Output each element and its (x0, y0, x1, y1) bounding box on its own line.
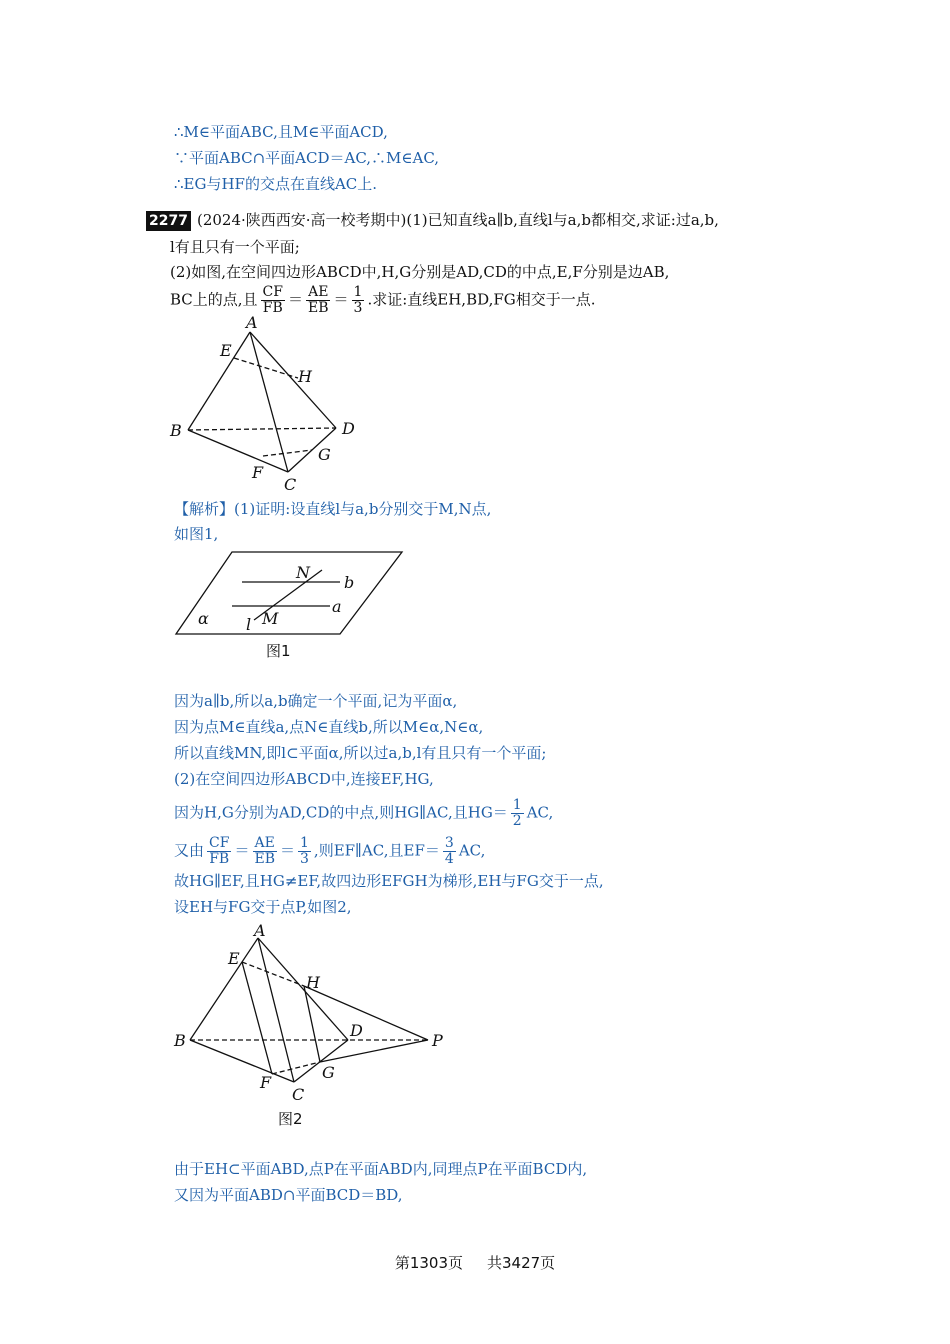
solution-line-8: 又因为平面ABD∩平面BCD＝BD, (174, 1186, 403, 1204)
fig1-label-a: a (332, 597, 342, 616)
problem-part1-b: l有且只有一个平面; (170, 238, 300, 256)
solution-line-7: 由于EH⊂平面ABD,点P在平面ABD内,同理点P在平面BCD内, (174, 1160, 588, 1178)
hg-line-pre: 因为H,G分别为AD,CD的中点,则HG∥AC,且HG＝ (174, 803, 508, 822)
solution-ef-line (174, 836, 485, 867)
edge-ad (258, 938, 348, 1040)
edge-bc (190, 1040, 294, 1082)
solution-line-3: 所以直线MN,即l⊂平面α,所以过a,b,l有且只有一个平面; (174, 744, 547, 762)
page-footer (0, 1252, 950, 1273)
fig1-label-m: M (262, 609, 279, 628)
fig1-caption: 图1 (266, 642, 291, 660)
label-h: H (298, 367, 312, 386)
ef-line-pre: 又由 (174, 841, 205, 860)
solution-line-5: 故HG∥EF,且HG≠EF,故四边形EFGH为梯形,EH与FG交于一点, (174, 872, 604, 890)
problem-part1-a: (1)已知直线a∥b,直线l与a,b都相交,求证:过a,b, (406, 211, 719, 229)
segment-gp (320, 1040, 428, 1062)
ef-line-mid: ,则EF∥AC,且EF＝ (313, 841, 440, 860)
ratio-ae-eb (252, 836, 277, 867)
frac-den: 3 (353, 300, 363, 316)
fig2-label-h: H (306, 973, 320, 992)
ef-line-post: AC, (458, 841, 486, 860)
fraction-one-third (298, 836, 311, 867)
frac-den: FB (209, 851, 230, 867)
hg-line-post: AC, (526, 803, 554, 822)
frac-num: CF (262, 284, 283, 300)
solution-tag: 【解析】 (174, 500, 235, 518)
problem-number-badge: 2277 (146, 211, 191, 231)
frac-num: AE (308, 284, 329, 300)
fraction-three-quarters (443, 836, 456, 867)
segment-fg (263, 450, 312, 456)
equals-sign: ＝ (287, 290, 303, 309)
frac-num: CF (209, 835, 230, 851)
label-b: B (170, 421, 182, 440)
segment-ef (242, 962, 272, 1074)
fraction-one-half (511, 798, 524, 829)
label-e: E (220, 341, 232, 360)
fig2-label-b: B (174, 1031, 186, 1050)
fig2-label-p: P (432, 1031, 443, 1050)
fig2-label-d: D (350, 1021, 363, 1040)
tetrahedron-figure (160, 310, 380, 495)
equals-sign: ＝ (333, 290, 349, 309)
label-d: D (342, 419, 355, 438)
fig2-label-a: A (254, 921, 266, 940)
frac-num: 1 (512, 797, 522, 813)
problem-part2-b-post: .求证:直线EH,BD,FG相交于一点. (367, 290, 596, 309)
segment-hg (304, 986, 320, 1062)
proof-line-3: ∴EG与HF的交点在直线AC上. (174, 175, 378, 193)
figure-2-tetrahedron (170, 920, 460, 1130)
segment-eh (234, 358, 298, 378)
frac-den: 4 (444, 851, 454, 867)
frac-num: 1 (353, 284, 363, 300)
equals-sign: ＝ (234, 841, 250, 860)
problem-part2-b-pre: BC上的点,且 (170, 290, 258, 309)
edge-ab (190, 938, 258, 1040)
solution-hg-line (174, 798, 553, 829)
problem-line-1 (146, 209, 719, 231)
fig2-label-f: F (260, 1073, 272, 1092)
segment-eh (242, 962, 304, 986)
edge-dc (294, 1040, 348, 1082)
problem-source: (2024·陕西西安·高一校考期中) (196, 211, 407, 229)
segment-hp (304, 986, 428, 1040)
plane-alpha (176, 552, 402, 634)
fig2-label-e: E (228, 949, 240, 968)
frac-den: 3 (300, 851, 309, 867)
solution-line-1: 因为a∥b,所以a,b确定一个平面,记为平面α, (174, 692, 458, 710)
edge-bc (188, 430, 288, 472)
fig1-label-l: l (246, 615, 252, 634)
figure-1-plane (170, 546, 410, 664)
frac-den: FB (262, 300, 283, 316)
label-c: C (284, 475, 297, 494)
solution-line-6: 设EH与FG交于点P,如图2, (174, 898, 352, 916)
ratio-cf-fb (207, 836, 231, 867)
fig1-label-b: b (344, 573, 355, 592)
page-number: 第1303页 (394, 1254, 463, 1272)
solution-line-4: (2)在空间四边形ABCD中,连接EF,HG, (174, 770, 434, 788)
frac-num: 3 (444, 835, 454, 851)
frac-den: 2 (512, 813, 522, 829)
see-figure-1: 如图1, (174, 525, 219, 543)
label-a: A (246, 313, 258, 332)
frac-num: AE (254, 835, 275, 851)
problem-part2-a: (2)如图,在空间四边形ABCD中,H,G分别是AD,CD的中点,E,F分别是边AB, (170, 263, 670, 281)
solution-intro-text: (1)证明:设直线l与a,b分别交于M,N点, (234, 500, 492, 518)
fig1-label-n: N (296, 563, 310, 582)
edge-bd-hidden (188, 428, 336, 430)
proof-line-2: ∵平面ABC∩平面ACD＝AC,∴M∈AC, (174, 149, 440, 167)
total-pages: 共3427页 (487, 1254, 556, 1272)
proof-line-1: ∴M∈平面ABC,且M∈平面ACD, (174, 123, 388, 141)
solution-intro (174, 498, 491, 520)
fig1-label-alpha: α (198, 609, 209, 628)
label-f: F (252, 463, 264, 482)
fig2-caption: 图2 (278, 1110, 303, 1128)
label-g: G (318, 445, 331, 464)
fig2-label-c: C (292, 1085, 305, 1104)
frac-den: EB (308, 300, 329, 316)
frac-num: 1 (300, 835, 309, 851)
frac-den: EB (254, 851, 275, 867)
solution-line-2: 因为点M∈直线a,点N∈直线b,所以M∈α,N∈α, (174, 718, 484, 736)
fig2-label-g: G (322, 1063, 335, 1082)
edge-ac (258, 938, 294, 1082)
edge-ab (188, 332, 250, 430)
equals-sign: ＝ (279, 841, 295, 860)
